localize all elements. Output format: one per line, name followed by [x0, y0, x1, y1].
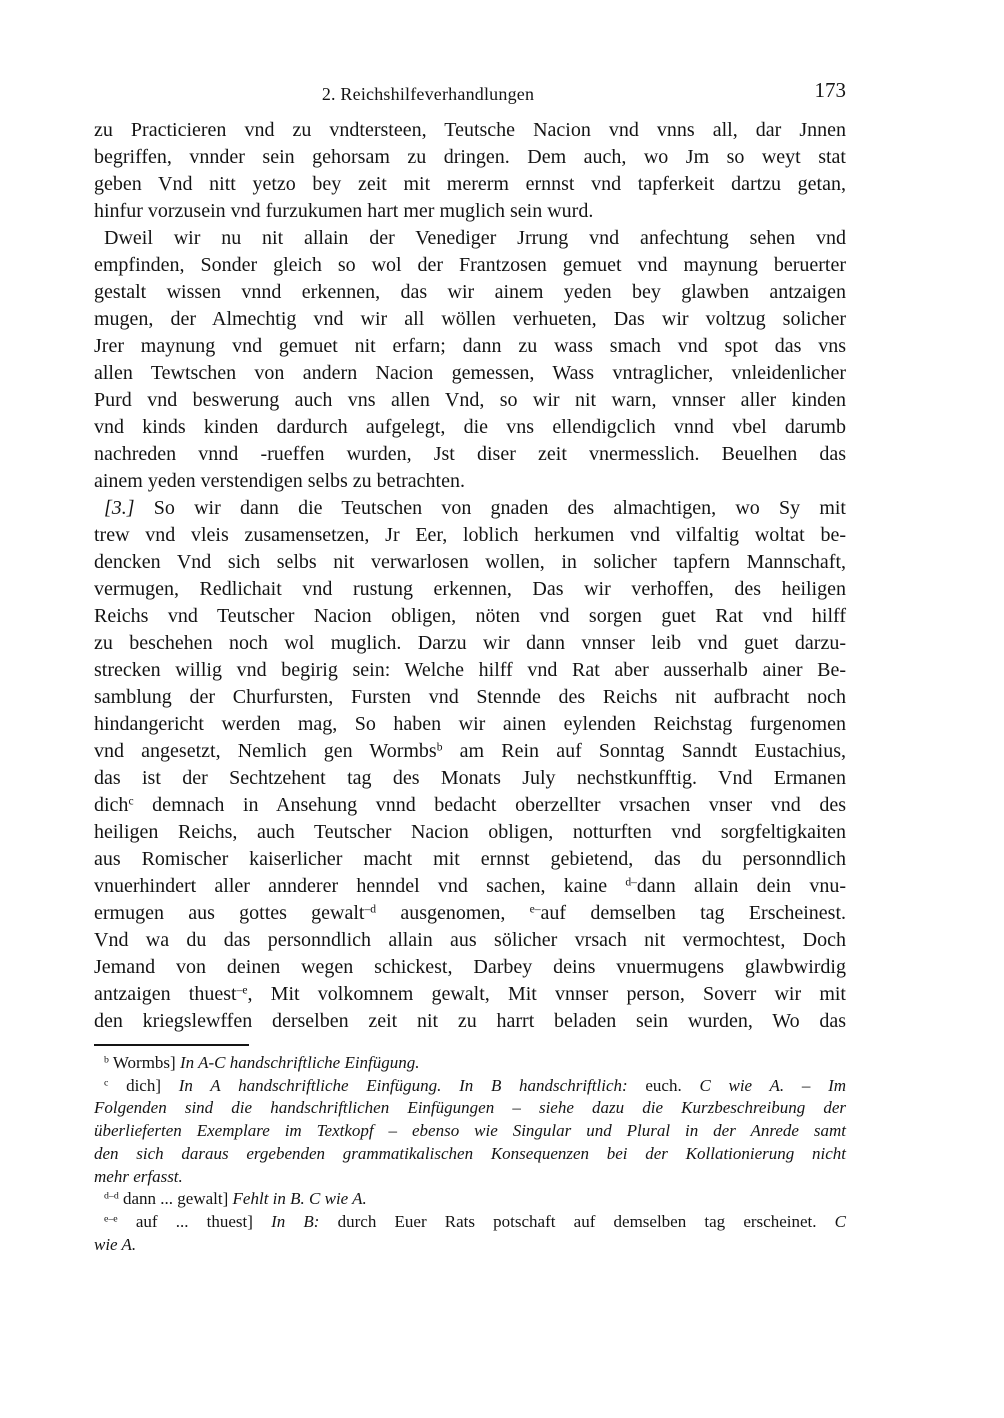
text-line: Jrer maynung vnd gemuet nit erfarn; dann zu wass smach vnd spot das vns	[94, 335, 846, 357]
text-line: $^b$ Wormbs] In A-C handschriftliche Einfügung.	[104, 1053, 420, 1072]
text-line: strecken willig vnd begirig sein: Welche hilff vnd Rat aber ausserhalb ainer Be-	[94, 659, 846, 681]
text-line: $^{e-e}$ auf ... thuest] In B: durch Euer Rats potschaft auf demselben tag erscheinet. C	[104, 1211, 846, 1231]
text-line: vnd angesetzt, Nemlich gen Wormbs$^b$ am Rein auf Sonntag Sanndt Eustachius,	[94, 740, 846, 762]
text-line: Purd vnd beswerung auch vns allen Vnd, so wir nit warn, vnnser aller kinden	[94, 389, 846, 411]
text-line: dich$^c$ demnach in Ansehung vnnd bedacht oberzellter vrsachen vnser vnd des	[94, 794, 846, 816]
text-line: den sich daraus ergebenden grammatikalischen Konsequenzen bei der Kollationierung nicht	[94, 1143, 846, 1163]
text-line: zu Practicieren vnd zu vndtersteen, Teutsche Nacion vnd vnns all, dar Jnnen	[94, 119, 846, 141]
text-line: geben Vnd nitt yetzo bey zeit mit mererm ernnst vnd tapferkeit dartzu getan,	[94, 173, 846, 195]
text-line: zu beschehen noch wol muglich. Darzu wir dann vnnser leib vnd guet darzu-	[94, 632, 846, 654]
text-line: nachreden vnnd -rueffen wurden, Jst diser zeit vnermesslich. Beuelhen das	[94, 443, 846, 465]
footnotes	[94, 1052, 846, 1256]
text-line: mugen, der Almechtig vnd wir all wöllen verhueten, Das wir voltzug solicher	[94, 308, 846, 330]
body-text	[94, 117, 846, 1035]
text-line: allen Tewtschen von andern Nacion gemessen, Wass vntraglicher, vnleidenlicher	[94, 362, 846, 384]
text-line: Dweil wir nu nit allain der Venediger Jrrung vnd anfechtung sehen vnd	[104, 227, 846, 249]
text-line: den kriegslewffen derselben zeit nit zu harrt beladen sein wurden, Wo das	[94, 1010, 846, 1032]
text-line: trew vnd vleis zusamensetzen, Jr Eer, loblich herkumen vnd vilfaltig woltat be-	[94, 524, 846, 546]
text-line: Reichs vnd Teutscher Nacion obligen, nöten vnd sorgen guet Rat vnd hilff	[94, 605, 846, 627]
text-line: mehr erfasst.	[94, 1166, 183, 1186]
text-line: hindangericht werden mag, So haben wir ainen eylenden Reichstag furgenomen	[94, 713, 846, 735]
text-line: wie A.	[94, 1234, 137, 1254]
text-line: Jemand von deinen wegen schickest, Darbey deins vnuermugens glawbwirdig	[94, 956, 846, 978]
text-line: heiligen Reichs, auch Teutscher Nacion obligen, notturften vnd sorgfeltigkaiten	[94, 821, 846, 843]
text-line: $^c$ dich] In A handschriftliche Einfügung. In B handschriftlich: euch. C wie A. – Im	[104, 1075, 847, 1095]
text-line: Vnd wa du das personndlich allain aus sölicher vrsach nit vermochtest, Doch	[94, 929, 846, 951]
text-line: samblung der Churfursten, Fursten vnd Stennde des Reichs nit aufbracht noch	[94, 686, 846, 708]
running-head: 2. Reichshilfeverhandlungen	[321, 84, 535, 104]
footnote-separator	[94, 1044, 249, 1046]
text-line: hinfur vorzusein vnd furzukumen hart mer muglich sein wurd.	[94, 200, 594, 222]
text-line: Folgenden sind die handschriftlichen Einfügungen – siehe dazu die Kurzbeschreibung der	[94, 1098, 846, 1118]
text-line: begriffen, vnnder sein gehorsam zu dringen. Dem auch, wo Jm so weyt stat	[94, 146, 846, 168]
text-line: vermugen, Redlichait vnd rustung erkennen, Das wir verhoffen, des heiligen	[94, 578, 846, 600]
text-line: ainem yeden verstendigen selbs zu betrachten.	[94, 470, 465, 492]
text-line: vnd kinds kinden dardurch aufgelegt, die vns ellendigclich vnnd vbel darumb	[94, 416, 846, 438]
text-line: empfinden, Sonder gleich so wol der Frantzosen gemuet vnd maynung beruerter	[94, 254, 846, 276]
text-line: dencken Vnd sich selbs nit verwarlosen wollen, in solicher tapfern Mannschaft,	[94, 551, 846, 573]
text-line: $^{d-d}$ dann ... gewalt] Fehlt in B. C wie A.	[104, 1189, 367, 1209]
text-line: aus Romischer kaiserlicher macht mit ernnst gebietend, das du personndlich	[94, 848, 846, 870]
page-number: 173	[814, 78, 846, 102]
text-line: überlieferten Exemplare im Textkopf – ebenso wie Singular und Plural in der Anrede samt	[94, 1121, 846, 1141]
text-line: antzaigen thuest$^{-e}$, Mit volkomnem gewalt, Mit vnnser person, Soverr wir mit	[94, 983, 846, 1005]
text-line: ermugen aus gottes gewalt$^{-d}$ ausgenomen, $^{e-}$auf demselben tag Erscheinest.	[94, 902, 847, 924]
text-line: [3.] So wir dann die Teutschen von gnaden des almachtigen, wo Sy mit	[104, 497, 846, 519]
text-line: vnuerhindert aller annderer henndel vnd sachen, kaine $^{d-}$dann allain dein vnu-	[94, 875, 846, 897]
text-line: das ist der Sechtzehent tag des Monats July nechstkunfftig. Vnd Ermanen	[94, 767, 846, 789]
text-line: gestalt wissen vnnd erkennen, das wir ainem yeden bey glawben antzaigen	[94, 281, 846, 303]
